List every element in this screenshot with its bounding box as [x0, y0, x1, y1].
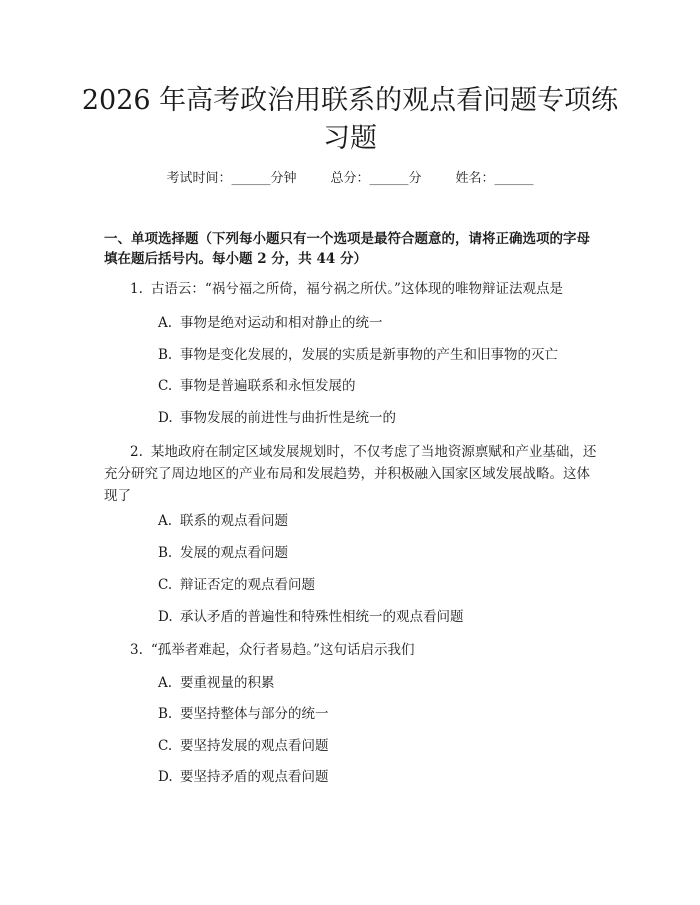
total-score-field: 总分：______分 [330, 171, 422, 186]
exam-time-field: 考试时间：______分钟 [166, 171, 297, 186]
option-text: 事物是普遍联系和永恒发展的 [180, 378, 356, 394]
option-letter: D. [158, 609, 173, 625]
option-letter: B. [158, 545, 173, 561]
question-stem: “孤举者难起，众行者易趋。”这句话启示我们 [150, 642, 415, 658]
option-text: 事物是变化发展的，发展的实质是新事物的产生和旧事物的灭亡 [180, 347, 558, 363]
option-1c [158, 376, 598, 396]
option-1a [158, 313, 598, 333]
option-text: 辩证否定的观点看问题 [180, 577, 315, 593]
option-1b [158, 345, 598, 365]
question-number: 3. [130, 642, 143, 658]
option-3b [158, 704, 598, 724]
option-letter: C. [158, 577, 173, 593]
option-letter: D. [158, 769, 173, 785]
option-letter: B. [158, 347, 173, 363]
option-text: 联系的观点看问题 [180, 513, 288, 529]
question-stem: 某地政府在制定区域发展规划时，不仅考虑了当地资源禀赋和产业基础，还充分研究了周边地区的产业布局和发展趋势，并积极融入国家区域发展战略。这体现了 [104, 444, 597, 504]
option-letter: C. [158, 738, 173, 754]
option-2a [158, 511, 598, 531]
option-letter: A. [158, 513, 173, 529]
question-1 [104, 278, 599, 300]
section-heading: 一、单项选择题（下列每小题只有一个选项是最符合题意的，请将正确选项的字母填在题后括号内。每小题 2 分，共 44 分） [104, 231, 590, 267]
page-title: 2026 年高考政治用联系的观点看问题专项练习题 [81, 85, 619, 154]
option-text: 要坚持发展的观点看问题 [180, 738, 329, 754]
option-letter: B. [158, 706, 173, 722]
option-text: 事物是绝对运动和相对静止的统一 [180, 315, 383, 331]
option-text: 发展的观点看问题 [180, 545, 288, 561]
option-letter: D. [158, 410, 173, 426]
option-2d [158, 607, 598, 627]
option-text: 事物发展的前进性与曲折性是统一的 [180, 410, 396, 426]
option-letter: C. [158, 378, 173, 394]
option-text: 承认矛盾的普遍性和特殊性相统一的观点看问题 [180, 609, 464, 625]
question-2 [104, 441, 599, 507]
option-letter: A. [158, 315, 173, 331]
student-name-field: 姓名：______ [455, 171, 534, 186]
question-number: 1. [130, 281, 143, 297]
question-stem: 古语云：“祸兮福之所倚，福兮祸之所伏。”这体现的唯物辩证法观点是 [150, 281, 563, 297]
option-3c [158, 736, 598, 756]
question-3 [104, 639, 599, 661]
option-2c [158, 575, 598, 595]
question-number: 2. [130, 444, 143, 460]
option-text: 要重视量的积累 [180, 675, 275, 691]
option-text: 要坚持整体与部分的统一 [180, 706, 329, 722]
option-1d [158, 408, 598, 428]
option-letter: A. [158, 675, 173, 691]
option-3d [158, 767, 598, 787]
option-text: 要坚持矛盾的观点看问题 [180, 769, 329, 785]
exam-meta [0, 170, 700, 188]
option-2b [158, 543, 598, 563]
option-3a [158, 673, 598, 693]
